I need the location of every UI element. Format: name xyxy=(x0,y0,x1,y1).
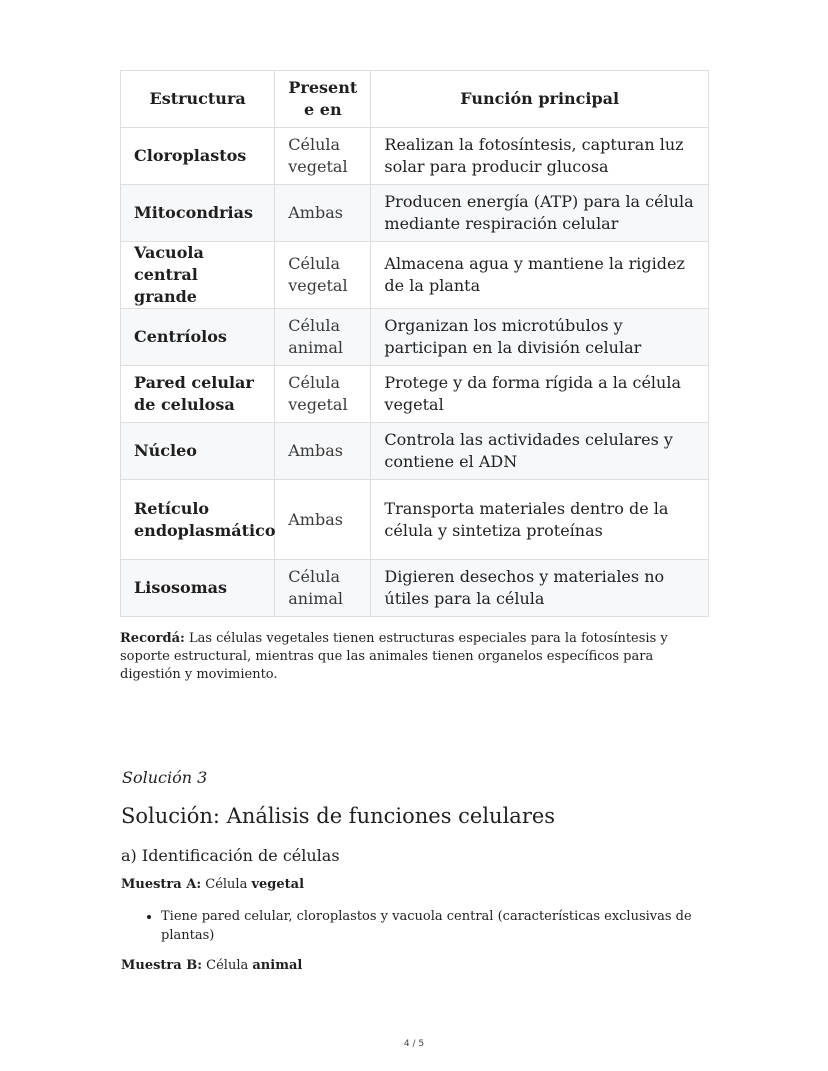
present-cell: Ambas xyxy=(275,480,371,560)
solution-label: Solución 3 xyxy=(122,768,208,787)
sample-b-line xyxy=(121,957,302,975)
table-row xyxy=(121,309,709,366)
present-cell: Célula vegetal xyxy=(275,366,371,423)
present-cell: Célula animal xyxy=(275,560,371,617)
function-cell: Organizan los microtúbulos y participan en la división celular xyxy=(371,309,709,366)
function-cell: Almacena agua y mantiene la rigidez de la planta xyxy=(371,242,709,309)
header-structure: Estructura xyxy=(121,71,275,128)
table-row xyxy=(121,560,709,617)
present-cell: Célula vegetal xyxy=(275,242,371,309)
function-cell: Controla las actividades celulares y contiene el ADN xyxy=(371,423,709,480)
sample-a-line xyxy=(121,876,304,894)
sample-a-label: Muestra A: xyxy=(121,877,202,892)
function-cell: Digieren desechos y materiales no útiles para la célula xyxy=(371,560,709,617)
function-cell: Transporta materiales dentro de la célula y sintetiza proteínas xyxy=(371,480,709,560)
sample-b-prefix: Célula xyxy=(202,958,253,973)
note-text: Las células vegetales tienen estructuras especiales para la fotosíntesis y soporte estructural, mientras que las animales tienen organelos específicos para digestión y movimiento. xyxy=(120,631,668,682)
structure-cell: Pared celular de celulosa xyxy=(121,366,275,423)
present-cell: Célula animal xyxy=(275,309,371,366)
header-present: Present e en xyxy=(275,71,371,128)
structure-cell: Mitocondrias xyxy=(121,185,275,242)
function-cell: Producen energía (ATP) para la célula mediante respiración celular xyxy=(371,185,709,242)
sample-a-value: vegetal xyxy=(251,877,305,892)
table-row xyxy=(121,366,709,423)
structure-cell: Núcleo xyxy=(121,423,275,480)
sample-b-value: animal xyxy=(252,958,303,973)
reminder-note xyxy=(120,630,710,684)
structure-cell: Centríolos xyxy=(121,309,275,366)
structure-cell: Retículo endoplasmático xyxy=(121,480,275,560)
present-cell: Célula vegetal xyxy=(275,128,371,185)
structure-cell: Vacuola central grande xyxy=(121,242,275,309)
function-cell: Protege y da forma rígida a la célula vegetal xyxy=(371,366,709,423)
sample-a-bullets xyxy=(121,907,731,945)
page-number: 4 / 5 xyxy=(403,1039,425,1049)
table-row xyxy=(121,423,709,480)
header-function: Función principal xyxy=(371,71,709,128)
table-row xyxy=(121,480,709,560)
solution-title: Solución: Análisis de funciones celulares xyxy=(121,804,556,828)
table-row xyxy=(121,128,709,185)
section-heading: a) Identificación de células xyxy=(121,846,340,865)
cell-structures-table xyxy=(120,70,709,617)
structure-cell: Cloroplastos xyxy=(121,128,275,185)
note-label: Recordá: xyxy=(120,631,185,646)
structure-cell: Lisosomas xyxy=(121,560,275,617)
sample-a-prefix: Célula xyxy=(201,877,252,892)
list-item: • Tiene pared celular, cloroplastos y vacuola central (características exclusivas de plantas) xyxy=(161,907,731,945)
table-row xyxy=(121,242,709,309)
present-cell: Ambas xyxy=(275,185,371,242)
present-cell: Ambas xyxy=(275,423,371,480)
table-row xyxy=(121,185,709,242)
function-cell: Realizan la fotosíntesis, capturan luz solar para producir glucosa xyxy=(371,128,709,185)
sample-b-label: Muestra B: xyxy=(121,958,203,973)
